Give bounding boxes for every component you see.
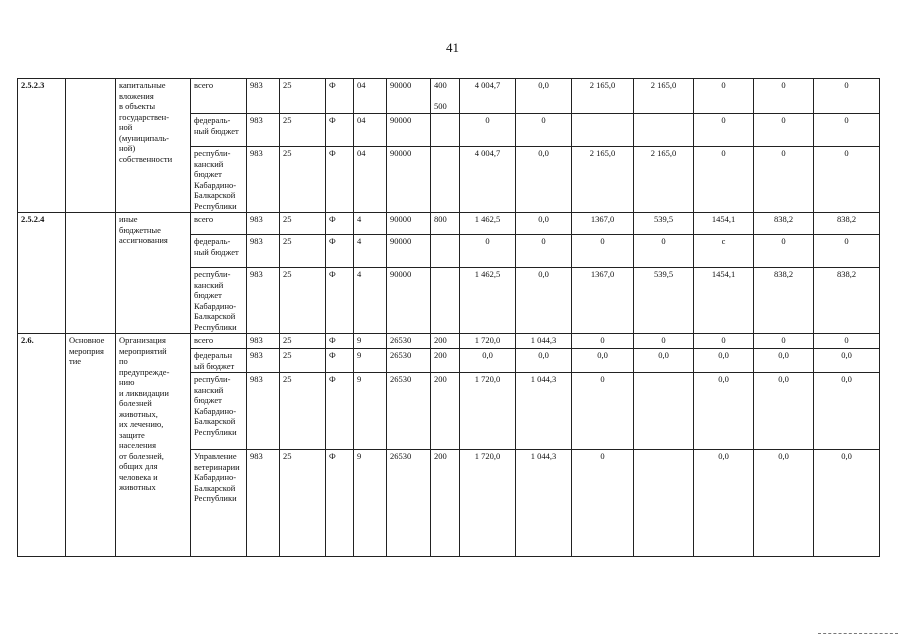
cell-v6: 0 xyxy=(754,334,814,349)
cell-v6: 0,0 xyxy=(754,349,814,373)
cell-v2: 0,0 xyxy=(516,147,572,213)
cell-c1: 983 xyxy=(247,79,280,114)
cell-v3: 0 xyxy=(572,373,634,450)
cell-v2: 0 xyxy=(516,235,572,268)
funding-source: республи-канский бюджет Кабардино-Балкарской Республики xyxy=(191,147,247,213)
scan-edge-marks xyxy=(818,633,898,636)
cell-c5: 26530 xyxy=(387,450,431,557)
table-row xyxy=(18,334,880,349)
cell-v7: 0 xyxy=(814,114,880,147)
cell-c3: Ф xyxy=(326,235,354,268)
cell-v1: 0,0 xyxy=(460,349,516,373)
cell-v1: 4 004,7 xyxy=(460,79,516,114)
cell-v4: 2 165,0 xyxy=(634,79,694,114)
cell-c2: 25 xyxy=(280,114,326,147)
cell-v6: 838,2 xyxy=(754,268,814,334)
row-title-line: вложения xyxy=(119,90,154,101)
row-title-line: защите xyxy=(119,429,145,440)
row-title-line: животных, xyxy=(119,408,158,419)
cell-v1: 4 004,7 xyxy=(460,147,516,213)
row-title-line: государствен- xyxy=(119,111,170,122)
row-title-line: и ликвидации xyxy=(119,387,169,398)
cell-c4: 4 xyxy=(354,235,387,268)
cell-v5: 0 xyxy=(694,79,754,114)
cell-v1: 1 720,0 xyxy=(460,450,516,557)
row-kind xyxy=(66,213,116,334)
funding-source: федераль-ный бюджет xyxy=(191,114,247,147)
cell-v6: 0 xyxy=(754,235,814,268)
cell-v4 xyxy=(634,373,694,450)
cell-c5: 90000 xyxy=(387,114,431,147)
cell-v7: 0,0 xyxy=(814,450,880,557)
row-title-line: бюджетные xyxy=(119,224,161,235)
cell-v3: 0 xyxy=(572,450,634,557)
cell-v7: 0 xyxy=(814,147,880,213)
cell-v2: 0,0 xyxy=(516,349,572,373)
table-row xyxy=(18,79,880,114)
cell-v5: 0,0 xyxy=(694,349,754,373)
cell-c6 xyxy=(431,79,460,114)
cell-c1: 983 xyxy=(247,268,280,334)
cell-v7: 838,2 xyxy=(814,213,880,235)
cell-c6: 800 xyxy=(431,213,460,235)
cell-v1: 0 xyxy=(460,114,516,147)
cell-c2: 25 xyxy=(280,268,326,334)
cell-v2: 0,0 xyxy=(516,213,572,235)
cell-v1: 1 720,0 xyxy=(460,373,516,450)
cell-c6: 200 xyxy=(431,373,460,450)
cell-c6 xyxy=(431,235,460,268)
cell-v2: 1 044,3 xyxy=(516,373,572,450)
cell-v4: 2 165,0 xyxy=(634,147,694,213)
cell-v6: 0 xyxy=(754,79,814,114)
cell-c1: 983 xyxy=(247,349,280,373)
funding-source: всего xyxy=(191,213,247,235)
row-title-line: ной xyxy=(119,122,133,132)
funding-source: республи-канский бюджет Кабардино-Балкарской Республики xyxy=(191,268,247,334)
cell-v3: 0 xyxy=(572,334,634,349)
cell-v6: 838,2 xyxy=(754,213,814,235)
row-title-line: Организация xyxy=(119,335,166,345)
cell-v1: 0 xyxy=(460,235,516,268)
cell-v2: 1 044,3 xyxy=(516,334,572,349)
row-title-line: иные xyxy=(119,214,138,224)
cell-c3: Ф xyxy=(326,213,354,235)
row-title-line: предупрежде- xyxy=(119,366,170,377)
row-title xyxy=(116,213,191,334)
cell-c1: 983 xyxy=(247,373,280,450)
cell-c4: 9 xyxy=(354,334,387,349)
row-title-line: человека и xyxy=(119,471,158,482)
cell-c6 xyxy=(431,268,460,334)
cell-c4: 4 xyxy=(354,268,387,334)
cell-c2: 25 xyxy=(280,373,326,450)
cell-c1: 983 xyxy=(247,235,280,268)
funding-source: федераль-ный бюджет xyxy=(191,235,247,268)
cell-c3: Ф xyxy=(326,334,354,349)
cell-v4: 0 xyxy=(634,334,694,349)
table-body xyxy=(18,79,880,557)
cell-v2: 0 xyxy=(516,114,572,147)
cell-c5: 90000 xyxy=(387,147,431,213)
cell-c5: 90000 xyxy=(387,213,431,235)
cell-c3: Ф xyxy=(326,450,354,557)
cell-c5: 26530 xyxy=(387,349,431,373)
cell-c3: Ф xyxy=(326,349,354,373)
cell-v6: 0 xyxy=(754,114,814,147)
cell-c2: 25 xyxy=(280,235,326,268)
funding-source: Управление ветеринарии Кабардино-Балкарской Республики xyxy=(191,450,247,557)
row-code: 2.5.2.4 xyxy=(18,213,66,334)
cell-c4: 04 xyxy=(354,147,387,213)
cell-c5: 90000 xyxy=(387,235,431,268)
cell-v7: 838,2 xyxy=(814,268,880,334)
cell-v7: 0,0 xyxy=(814,349,880,373)
cell-c3: Ф xyxy=(326,114,354,147)
cell-c6: 200 xyxy=(431,349,460,373)
row-title-line: общих для xyxy=(119,461,158,471)
cell-c2: 25 xyxy=(280,349,326,373)
cell-c5: 90000 xyxy=(387,79,431,114)
cell-c2: 25 xyxy=(280,147,326,213)
cell-v4 xyxy=(634,450,694,557)
row-title xyxy=(116,334,191,557)
cell-c1: 983 xyxy=(247,147,280,213)
cell-c1: 983 xyxy=(247,450,280,557)
row-title-line: населения xyxy=(119,440,156,450)
cell-c3: Ф xyxy=(326,373,354,450)
row-title-line: животных xyxy=(119,482,156,492)
row-title-line: (муниципаль- xyxy=(119,132,169,143)
cell-v5: с xyxy=(694,235,754,268)
cell-v2: 1 044,3 xyxy=(516,450,572,557)
cell-c3: Ф xyxy=(326,268,354,334)
cell-v5: 0 xyxy=(694,114,754,147)
cell-c2: 25 xyxy=(280,450,326,557)
cell-v5: 0 xyxy=(694,334,754,349)
cell-v4: 539,5 xyxy=(634,268,694,334)
page-number: 41 xyxy=(446,40,459,55)
cell-v3: 0,0 xyxy=(572,349,634,373)
funding-source: всего xyxy=(191,334,247,349)
cell-c5: 26530 xyxy=(387,334,431,349)
cell-c6: 200 xyxy=(431,334,460,349)
table-row xyxy=(18,213,880,235)
row-title-line: болезней xyxy=(119,398,152,408)
cell-v7: 0 xyxy=(814,334,880,349)
cell-c1: 983 xyxy=(247,213,280,235)
cell-v5: 0,0 xyxy=(694,373,754,450)
cell-v7: 0 xyxy=(814,79,880,114)
cell-v4: 0,0 xyxy=(634,349,694,373)
row-code: 2.6. xyxy=(18,334,66,557)
cell-c4: 04 xyxy=(354,114,387,147)
cell-c2: 25 xyxy=(280,334,326,349)
cell-c6 xyxy=(431,147,460,213)
row-code: 2.5.2.3 xyxy=(18,79,66,213)
row-title-line: по xyxy=(119,356,128,366)
cell-c6 xyxy=(431,114,460,147)
cell-v5: 1454,1 xyxy=(694,268,754,334)
cell-v7: 0,0 xyxy=(814,373,880,450)
cell-v3 xyxy=(572,114,634,147)
funding-source: всего xyxy=(191,79,247,114)
cell-v3: 2 165,0 xyxy=(572,147,634,213)
cell-v2: 0,0 xyxy=(516,268,572,334)
cell-c3: Ф xyxy=(326,79,354,114)
cell-v6: 0 xyxy=(754,147,814,213)
cell-c6: 200 xyxy=(431,450,460,557)
cell-c1: 983 xyxy=(247,114,280,147)
cell-v4: 0 xyxy=(634,235,694,268)
cell-v4 xyxy=(634,114,694,147)
row-title-line: собственности xyxy=(119,153,173,164)
row-kind xyxy=(66,79,116,213)
cell-v1: 1 720,0 xyxy=(460,334,516,349)
cell-v5: 1454,1 xyxy=(694,213,754,235)
cell-c3: Ф xyxy=(326,147,354,213)
cell-c2: 25 xyxy=(280,213,326,235)
cell-v6: 0,0 xyxy=(754,450,814,557)
cell-c4: 9 xyxy=(354,373,387,450)
row-title-line: ной) xyxy=(119,143,136,153)
cell-v7: 0 xyxy=(814,235,880,268)
cell-v5: 0,0 xyxy=(694,450,754,557)
cell-c5: 90000 xyxy=(387,268,431,334)
cell-c4: 04 xyxy=(354,79,387,114)
cell-v2: 0,0 xyxy=(516,79,572,114)
cell-c4: 4 xyxy=(354,213,387,235)
cell-c4: 9 xyxy=(354,450,387,557)
row-title-line: ассигнования xyxy=(119,235,168,245)
cell-v1: 1 462,5 xyxy=(460,268,516,334)
row-title-line: их лечению, xyxy=(119,419,164,429)
row-title-line: в объекты xyxy=(119,101,156,111)
row-title-line: капитальные xyxy=(119,80,166,90)
row-title xyxy=(116,79,191,213)
cell-v3: 0 xyxy=(572,235,634,268)
row-kind: Основное мероприя тие xyxy=(66,334,116,557)
cell-v6: 0,0 xyxy=(754,373,814,450)
cell-c2: 25 xyxy=(280,79,326,114)
funding-source: республи-канский бюджет Кабардино-Балкарской Республики xyxy=(191,373,247,450)
row-title-line: от болезней, xyxy=(119,450,164,461)
cell-c5: 26530 xyxy=(387,373,431,450)
row-title-line: нию xyxy=(119,377,135,387)
budget-table xyxy=(17,78,880,557)
cell-v3: 1367,0 xyxy=(572,213,634,235)
cell-v1: 1 462,5 xyxy=(460,213,516,235)
cell-v4: 539,5 xyxy=(634,213,694,235)
row-title-line: мероприятий xyxy=(119,345,167,356)
expense-type-code-2: 500 xyxy=(434,100,447,111)
cell-c1: 983 xyxy=(247,334,280,349)
cell-v3: 2 165,0 xyxy=(572,79,634,114)
cell-v3: 1367,0 xyxy=(572,268,634,334)
cell-v5: 0 xyxy=(694,147,754,213)
funding-source: федеральн ый бюджет xyxy=(191,349,247,373)
cell-c4: 9 xyxy=(354,349,387,373)
expense-type-code: 400 xyxy=(434,80,447,90)
